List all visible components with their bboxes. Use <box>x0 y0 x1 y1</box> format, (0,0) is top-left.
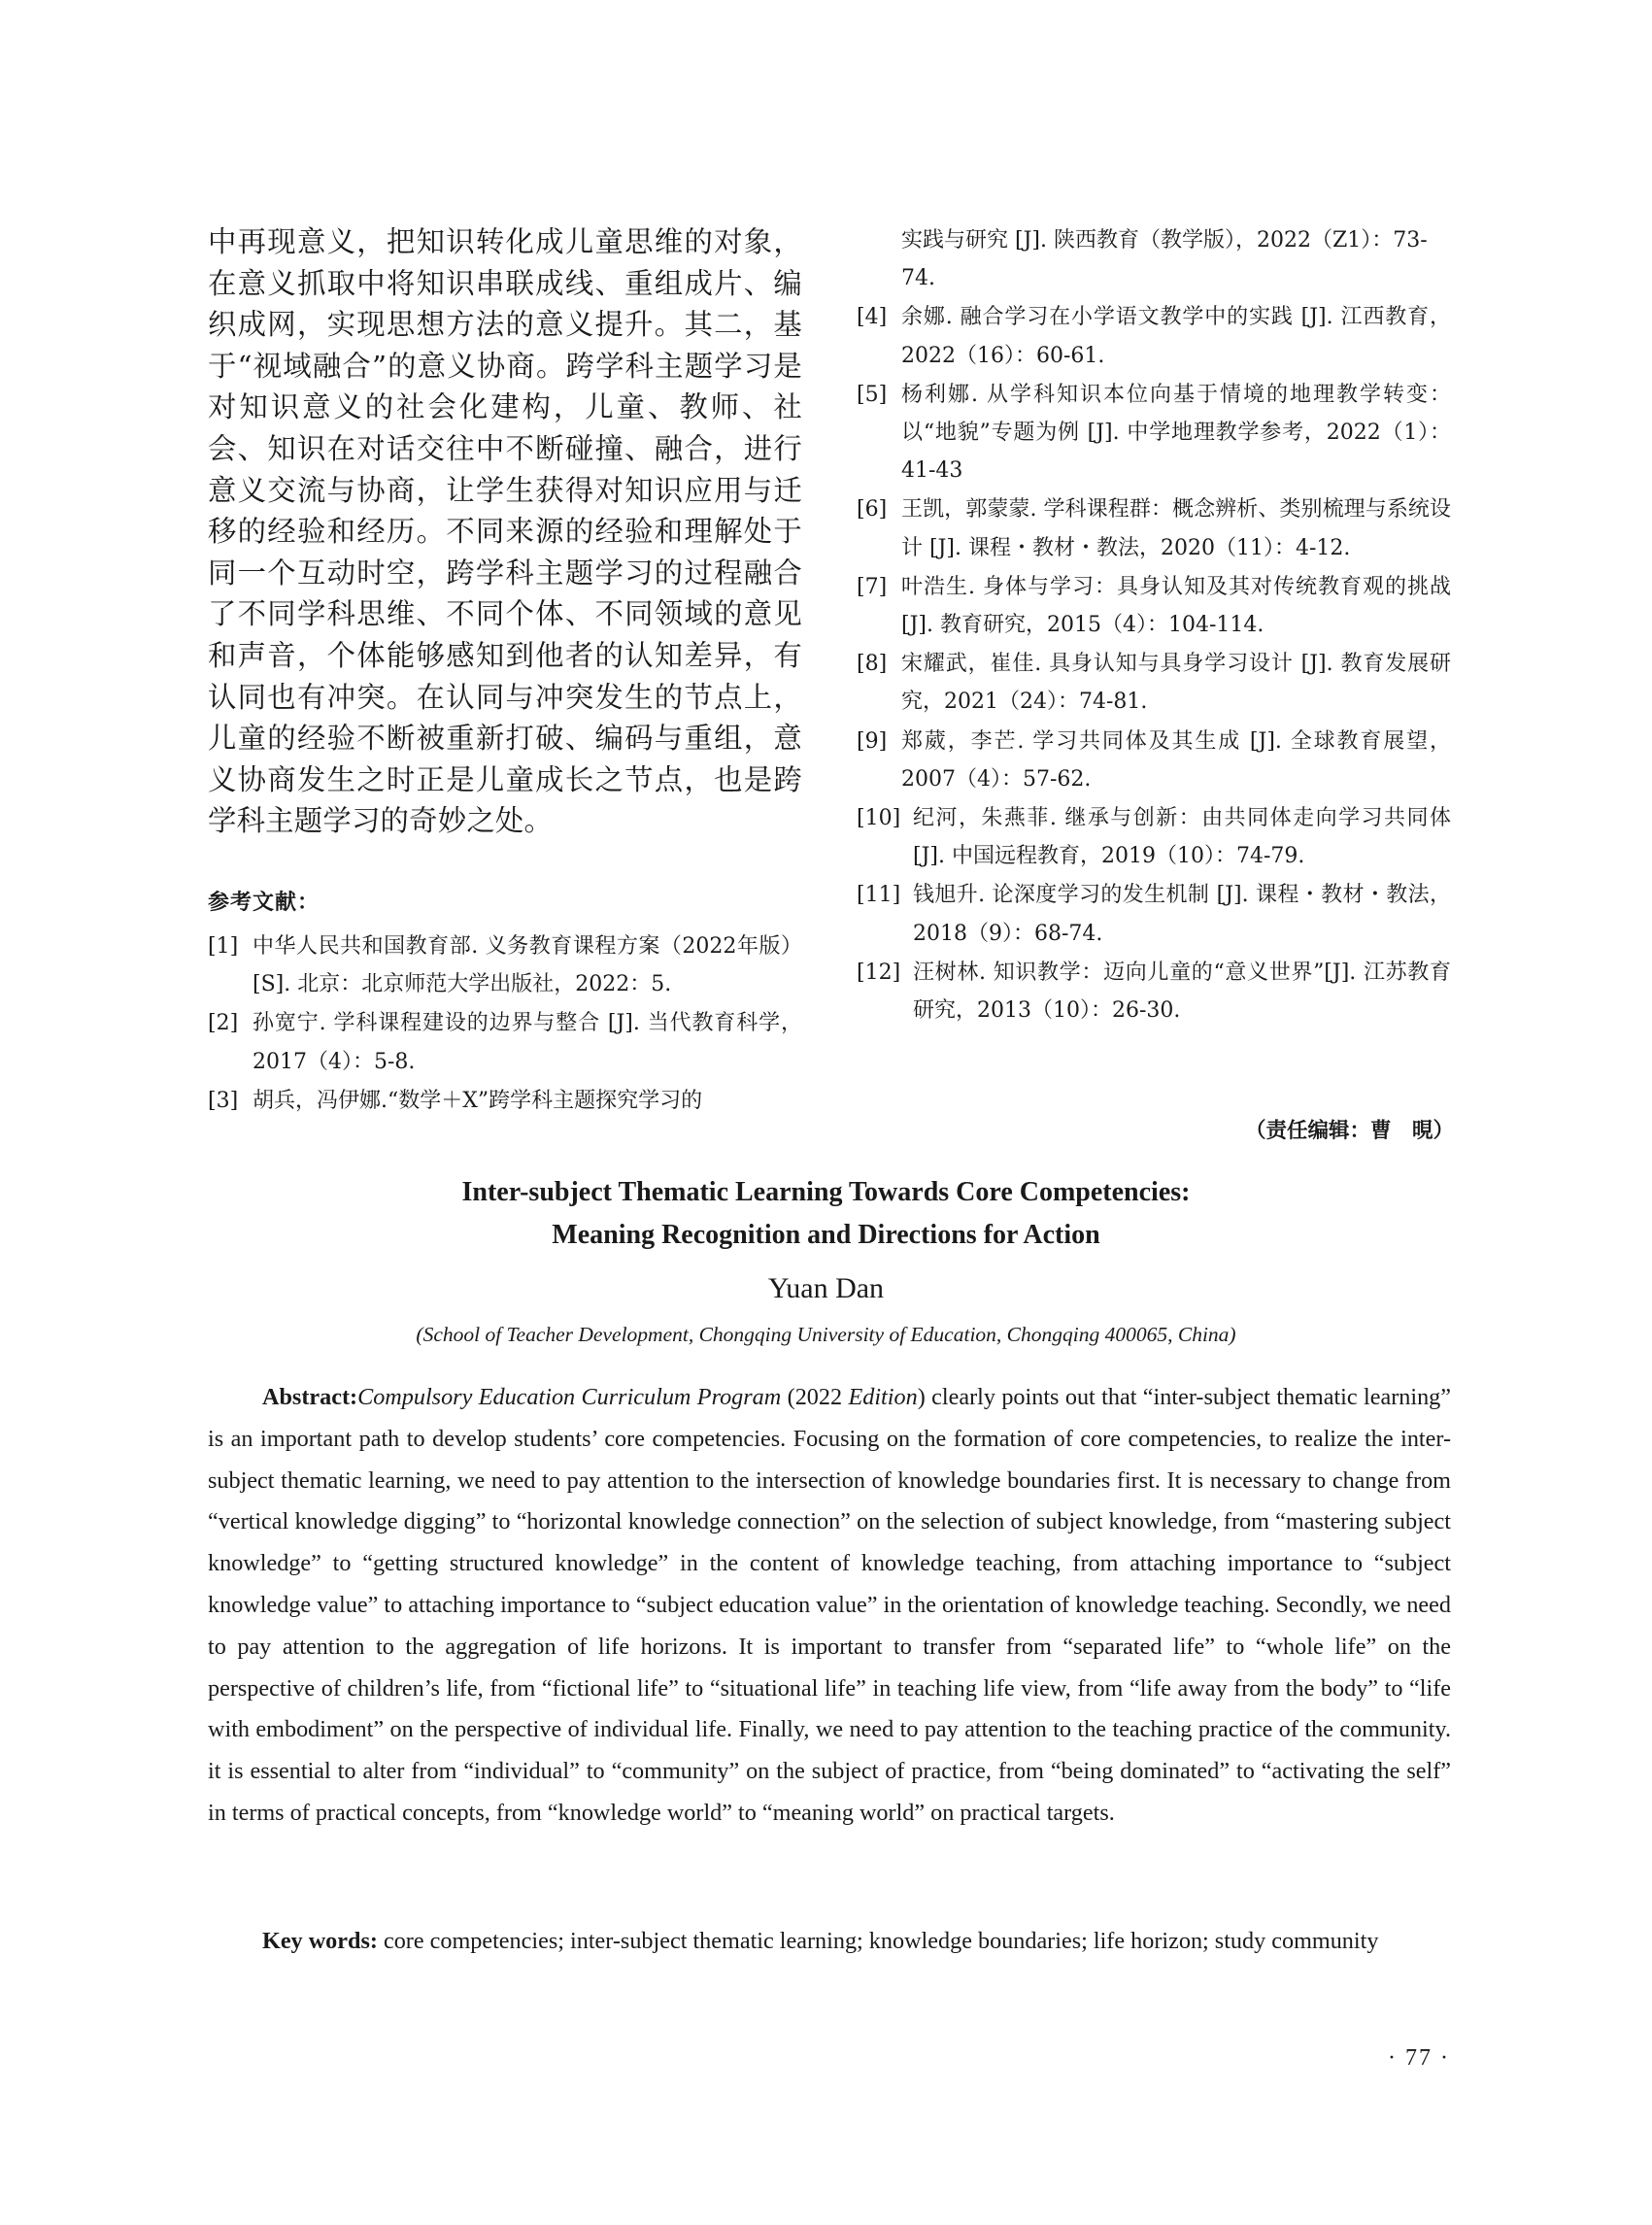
responsible-editor: （责任编辑：曹 晛） <box>1244 1119 1454 1143</box>
english-title-line1: Inter-subject Thematic Learning Towards Core Competencies: <box>461 1177 1191 1207</box>
reference-text: 中华人民共和国教育部. 义务教育课程方案（2022年版）[S]. 北京：北京师范大学出版社，2022：5. <box>253 933 802 997</box>
reference-item <box>857 799 1451 875</box>
english-abstract <box>208 1377 1451 1835</box>
reference-item <box>857 723 1451 798</box>
reference-text: 叶浩生. 身体与学习：具身认知及其对传统教育观的挑战 [J]. 教育研究，2015（4）：104-114. <box>901 574 1451 638</box>
reference-number: [5] <box>857 382 888 407</box>
reference-number: [9] <box>857 728 888 754</box>
reference-item <box>857 490 1451 566</box>
english-title-line2: Meaning Recognition and Directions for Action <box>552 1220 1100 1250</box>
reference-item <box>857 376 1451 490</box>
reference-text: 宋耀武，崔佳. 具身认知与具身学习设计 [J]. 教育发展研究，2021（24）：74-81. <box>901 652 1451 715</box>
body-paragraph: 中再现意义，把知识转化成儿童思维的对象，在意义抓取中将知识串联成线、重组成片、编织成网，实现思想方法的意义提升。其二，基于“视域融合”的意义协商。跨学科主题学习是对知识意义的社会化建构，儿童、教师、社会、知识在对话交往中不断碰撞、融合，进行意义交流与协商，让学生获得对知识应用与迁移的经验和经历。不同来源的经验和理解处于同一个互动时空，跨学科主题学习的过程融合了不同学科思维、不同个体、不同领域的意见和声音，个体能够感知到他者的认知差异，有认同也有冲突。在认同与冲突发生的节点上，儿童的经验不断被重新打破、编码与重组，意义协商发生之时正是儿童成长之节点，也是跨学科主题学习的奇妙之处。 <box>208 225 802 838</box>
reference-item <box>208 1082 802 1120</box>
reference-text: 钱旭升. 论深度学习的发生机制 [J]. 课程・教材・教法，2018（9）：68-74. <box>913 883 1451 946</box>
reference-number: [7] <box>857 574 888 599</box>
reference-number: [12] <box>857 960 901 985</box>
reference-number: [6] <box>857 497 888 523</box>
english-keywords <box>208 1921 1451 1963</box>
reference-item <box>208 927 802 1003</box>
english-author: Yuan Dan <box>767 1272 885 1304</box>
reference-item <box>857 298 1451 374</box>
reference-item <box>857 876 1451 952</box>
keywords-label: Key words: <box>262 1928 378 1954</box>
keywords-text: core competencies; inter-subject thematic learning; knowledge boundaries; life horizon; study community <box>377 1928 1379 1954</box>
reference-number: [11] <box>857 883 901 908</box>
reference-continuation: 实践与研究 [J]. 陕西教育（教学版），2022（Z1）：73-74. <box>901 228 1428 291</box>
reference-item <box>857 568 1451 644</box>
abstract-text: clearly points out that “inter-subject thematic learning” is an important path to develop students’ core competencies. Focusing on the formation of core competencies, to realize the inter-subject thematic learning, we need to pay attention to the intersection of knowledge boundaries first. It is necessary to change from “vertical knowledge digging” to “horizontal knowledge connection” on the selection of subject knowledge, from “mastering subject knowledge” to “getting structured knowledge” in the content of knowledge teaching, from attaching importance to “subject knowledge value” to attaching importance to “subject education value” in the orientation of knowledge teaching. Secondly, we need to pay attention to the aggregation of life horizons. It is important to transfer from “separated life” to “whole life” on the perspective of children’s life, from “fictional life” to “situational life” in teaching life view, from “life away from the body” to “life with embodiment” on the perspective of individual life. Finally, we need to pay attention to the teaching practice of the community. it is essential to alter from “individual” to “community” on the subject of practice, from “being dominated” to “activating the self” in terms of practical concepts, from “knowledge world” to “meaning world” on practical targets. <box>208 1384 1451 1826</box>
reference-text: 胡兵，冯伊娜.“数学＋X”跨学科主题探究学习的 <box>253 1088 703 1113</box>
reference-text: 孙宽宁. 学科课程建设的边界与整合 [J]. 当代教育科学，2017（4）：5-8. <box>253 1011 802 1074</box>
reference-item <box>857 645 1451 721</box>
reference-number: [10] <box>857 806 901 831</box>
affiliation-text: (School of Teacher Development, Chongqing University of Education, Chongqing 400065, China) <box>416 1323 1236 1346</box>
reference-number: [1] <box>208 933 239 959</box>
left-column <box>208 221 802 1121</box>
abstract-label: Abstract: <box>262 1384 358 1410</box>
reference-number: [4] <box>857 305 888 330</box>
reference-item <box>208 1004 802 1080</box>
abstract-book-title: Compulsory Education Curriculum Program <box>357 1384 782 1410</box>
english-affiliation <box>0 1323 1652 1347</box>
reference-text: 汪树林. 知识教学：迈向儿童的“意义世界”[J]. 江苏教育研究，2013（10）：26-30. <box>913 960 1451 1024</box>
reference-item <box>857 954 1451 1029</box>
reference-number: [2] <box>208 1011 239 1036</box>
reference-number: [3] <box>208 1088 239 1113</box>
reference-text: 杨利娜. 从学科知识本位向基于情境的地理教学转变：以“地貌”专题为例 [J]. 中学地理教学参考，2022（1）：41-43 <box>901 382 1451 484</box>
reference-text: 郑葳，李芒. 学习共同体及其生成 [J]. 全球教育展望，2007（4）：57-62. <box>901 728 1451 792</box>
references-list-left <box>208 927 802 1120</box>
references-heading: 参考文献： <box>208 890 320 915</box>
abstract-edition-close: ) <box>917 1384 926 1410</box>
reference-text: 余娜. 融合学习在小学语文教学中的实践 [J]. 江西教育，2022（16）：60-61. <box>901 305 1451 368</box>
abstract-edition-open: (2022 <box>781 1384 849 1410</box>
right-column <box>857 221 1451 1030</box>
reference-number: [8] <box>857 652 888 677</box>
reference-text: 纪河，朱燕菲. 继承与创新：由共同体走向学习共同体 [J]. 中国远程教育，2019（10）：74-79. <box>913 806 1451 869</box>
references-list-right <box>857 298 1451 1029</box>
page-number: · 77 · <box>1388 2045 1450 2071</box>
abstract-edition: Edition <box>848 1384 918 1410</box>
reference-text: 王凯，郭蒙蒙. 学科课程群：概念辨析、类别梳理与系统设计 [J]. 课程・教材・教法，2020（11）：4-12. <box>901 497 1451 560</box>
